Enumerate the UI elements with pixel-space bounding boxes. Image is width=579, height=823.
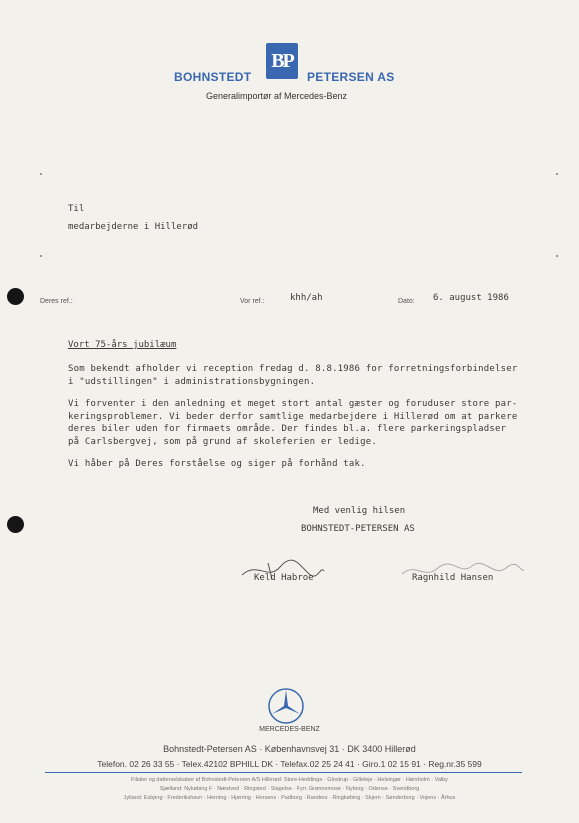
signer-1-name: Keld Habroe (254, 573, 314, 583)
subject-line: Vort 75-års jubilæum (68, 340, 177, 350)
date-label: Dato: (398, 298, 415, 305)
mercedes-star-icon (267, 687, 305, 725)
tagline: Generalimportør af Mercedes-Benz (206, 91, 348, 101)
footer-address: Bohnstedt-Petersen AS · Københavnsvej 31 · DK 3400 Hillerød (163, 744, 416, 754)
closing-company: BOHNSTEDT-PETERSEN AS (301, 524, 415, 534)
vor-ref-label: Vor ref.: (240, 298, 265, 305)
fold-mark (556, 173, 558, 175)
signer-2-name: Ragnhild Hansen (412, 573, 494, 583)
company-name-left: BOHNSTEDT (174, 70, 252, 84)
body-paragraph-2: Vi forventer i den anledning et meget stort antal gæster og foruduser store par- keringsproblemer. Vi beder derfor samtlige medarbejdere i Hillerød om at parkere deres biler uden for firmaets område. Der findes bl.a. flere parkeringspladser på Carlsbergvej, som på grund af skoleferien er ledige. (68, 399, 518, 447)
footer-divider (45, 772, 522, 773)
fold-mark (40, 173, 42, 175)
footer-branches-2: Sjælland: Nykøbing F · Næstved · Ringsted · Slagelse · Fyn: Grønnemose · Nyborg · Odense · Svendborg (159, 786, 420, 792)
closing-greeting: Med venlig hilsen (313, 506, 406, 516)
bp-logo (266, 43, 298, 79)
recipient-line1: Til (68, 204, 85, 214)
punch-hole-bottom (7, 516, 24, 533)
footer-brand: MERCEDES-BENZ (259, 726, 320, 733)
logo-text: BP (271, 49, 293, 72)
date-value: 6. august 1986 (433, 293, 509, 303)
fold-mark (40, 255, 42, 257)
body-paragraph-3: Vi håber på Deres forståelse og siger på forhånd tak. (68, 459, 366, 469)
footer-branches-1: Filialer og datterselskaber af Bohnstedt-Petersen A/S Hillerød: Store-Heddinge · Glostrup · Gilleleje · Helsingør · Hørsholm · Valby (131, 777, 448, 783)
company-name-right: PETERSEN AS (307, 70, 395, 84)
fold-mark (556, 255, 558, 257)
body-paragraph-1: Som bekendt afholder vi reception fredag d. 8.8.1986 for forretningsforbindelser i "udstillingen" i administrationsbygningen. (68, 364, 518, 387)
footer-contact: Telefon. 02 26 33 55 · Telex.42102 BPHILL DK · Telefax.02 25 24 41 · Giro.1 02 15 91 · Reg.nr.35 599 (97, 759, 482, 769)
footer-branches-3: Jylland: Esbjerg · Frederikshavn · Herning · Hjørring · Horsens · Padborg · Randers · Ringkøbing · Skjern · Sønderborg · Vojens · Århus (123, 795, 456, 801)
punch-hole-top (7, 288, 24, 305)
recipient-line2: medarbejderne i Hillerød (68, 222, 199, 232)
vor-ref-value: khh/ah (290, 293, 323, 303)
deres-ref-label: Deres ref.: (40, 298, 73, 305)
